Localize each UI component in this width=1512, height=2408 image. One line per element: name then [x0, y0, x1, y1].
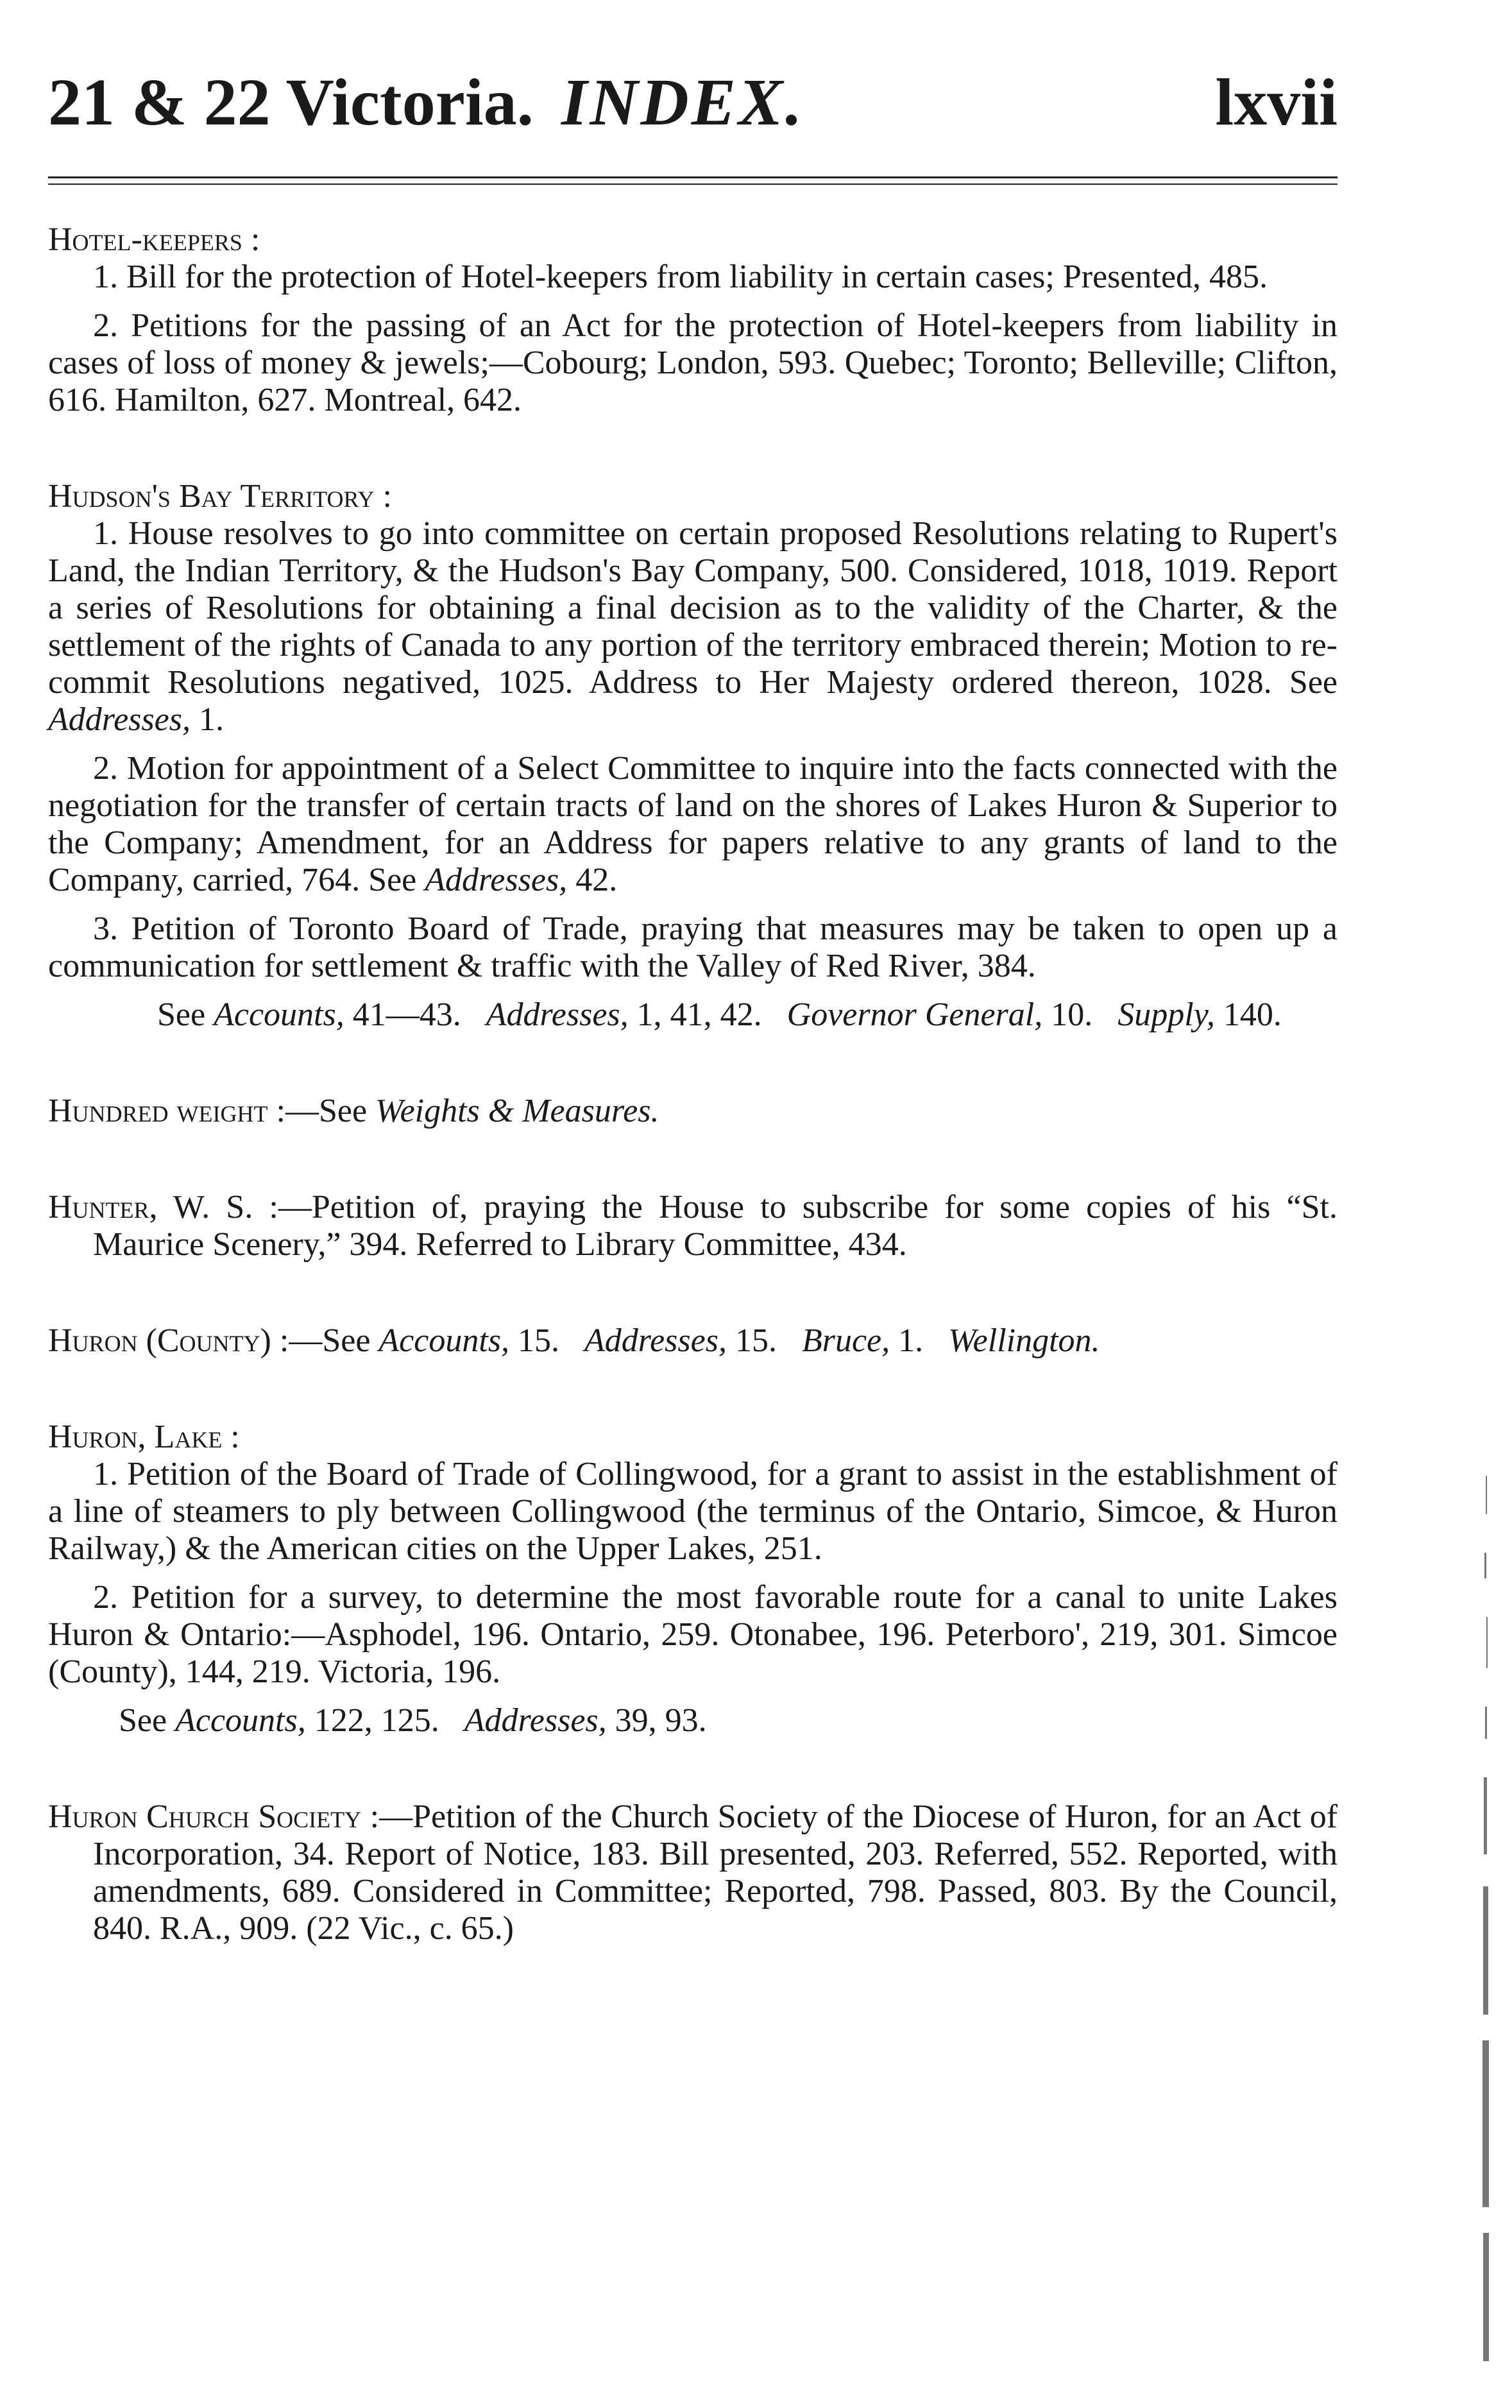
cross-reference: Addresses,: [425, 862, 568, 898]
see-also-line: See Accounts, 122, 125. Addresses, 39, 93.: [119, 1702, 707, 1739]
cross-reference: Weights & Measures.: [375, 1093, 659, 1129]
cross-reference: Addresses,: [486, 996, 629, 1033]
cross-reference: Wellington.: [948, 1322, 1100, 1359]
header-rule-thick: [48, 176, 1338, 178]
header-title: INDEX.: [561, 65, 805, 139]
cross-reference: Accounts,: [214, 996, 344, 1033]
entry-line: Hunter, W. S. :—Petition of, praying the House to subscribe for some copies of his “St. Maurice Scenery,” 394. Referred to Library Committee, 434.: [48, 1189, 1338, 1263]
entry-huron-lake: [48, 1419, 1338, 1739]
entry-hunter: [48, 1189, 1338, 1263]
entry-hotel-keepers: [48, 221, 1338, 419]
see-also-line: See Accounts, 41—43. Addresses, 1, 41, 42. Governor General, 10. Supply, 140.: [157, 996, 1282, 1033]
header-session: 21 & 22 Victoria.: [48, 65, 534, 139]
entry-heading: Hundred weight :: [48, 1093, 285, 1129]
cross-reference: Governor General,: [786, 996, 1043, 1033]
index-body: [48, 221, 1338, 1947]
scan-edge-artifact: [1477, 1476, 1496, 2374]
entry-heading: Huron Church Society :: [48, 1798, 380, 1835]
entry-heading: Huron (County) :: [48, 1322, 289, 1359]
cross-reference: Accounts,: [378, 1322, 510, 1359]
entry-paragraph: 3. Petition of Toronto Board of Trade, praying that measures may be taken to open up a communication for settlement & traffic with the Valley of Red River, 384.: [48, 910, 1338, 984]
cross-reference: Addresses,: [48, 701, 191, 738]
entry-line: Huron (County) :—See Accounts, 15. Addresses, 15. Bruce, 1. Wellington.: [48, 1322, 1100, 1359]
entry-paragraph: 1. Petition of the Board of Trade of Collingwood, for a grant to assist in the establishment of a line of steamers to ply between Collingwood (the terminus of the Ontario, Simcoe, & Huron Railway,) & the American cities on the Upper Lakes, 251.: [48, 1456, 1338, 1567]
header-page-number: lxvii: [1215, 65, 1338, 139]
entry-huron-county: [48, 1322, 1338, 1360]
running-header: [48, 64, 1338, 148]
entry-line: Huron Church Society :—Petition of the Church Society of the Diocese of Huron, for an Act of Incorporation, 34. Report of Notice, 183. Bill presented, 203. Referred, 552. Reported, with amendments, 689. Considered in Committee; Reported, 798. Passed, 803. By the Council, 840. R.A., 909. (22 Vic., c. 65.): [48, 1798, 1338, 1947]
entry-paragraph: 2. Petitions for the passing of an Act for the protection of Hotel-keepers from liability in cases of loss of money & jewels;—Cobourg; London, 593. Quebec; Toronto; Belleville; Clifton, 616. Hamilton, 627. Montreal, 642.: [48, 307, 1338, 418]
entry-huron-church-society: [48, 1798, 1338, 1947]
cross-reference: Supply,: [1117, 996, 1215, 1033]
entry-heading: Hotel-keepers :: [48, 221, 260, 258]
cross-reference: Addresses,: [584, 1322, 727, 1359]
entry-paragraph: 1. House resolves to go into committee on certain proposed Resolutions relating to Rupert's Land, the Indian Territory, & the Hudson's Bay Company, 500. Considered, 1018, 1019. Report a series of Resolutions for obtaining a final decision as to the validity of the Charter, & the settlement of the rights of Canada to any portion of the territory embraced therein; Motion to re-commit Resolutions negatived, 1025. Address to Her Majesty ordered thereon, 1028. See Addresses, 1.: [48, 515, 1338, 738]
entry-heading: Hudson's Bay Territory :: [48, 478, 392, 515]
entry-heading: Hunter, W. S. :: [48, 1189, 278, 1225]
entry-hudsons-bay-territory: [48, 478, 1338, 1034]
entry-heading: Huron, Lake :: [48, 1419, 240, 1455]
entry-paragraph: 2. Motion for appointment of a Select Committee to inquire into the facts connected with the negotiation for the transfer of certain tracts of land on the shores of Lakes Huron & Superior to the Company; Amendment, for an Address for papers relative to any grants of land to the Company, carried, 764. See Addresses, 42.: [48, 750, 1338, 898]
cross-reference: Accounts,: [175, 1702, 306, 1739]
cross-reference: Bruce,: [801, 1322, 890, 1359]
entry-paragraph: 2. Petition for a survey, to determine the most favorable route for a canal to unite Lakes Huron & Ontario:—Asphodel, 196. Ontario, 259. Otonabee, 196. Peterboro', 219, 301. Simcoe (County), 144, 219. Victoria, 196.: [48, 1579, 1338, 1690]
entry-hundred-weight: [48, 1093, 1338, 1130]
entry-line: Hundred weight :—See Weights & Measures.: [48, 1093, 659, 1129]
header-rule-thin: [48, 184, 1338, 185]
cross-reference: Addresses,: [464, 1702, 607, 1739]
entry-paragraph: 1. Bill for the protection of Hotel-keepers from liability in certain cases; Presented, 485.: [93, 259, 1268, 295]
